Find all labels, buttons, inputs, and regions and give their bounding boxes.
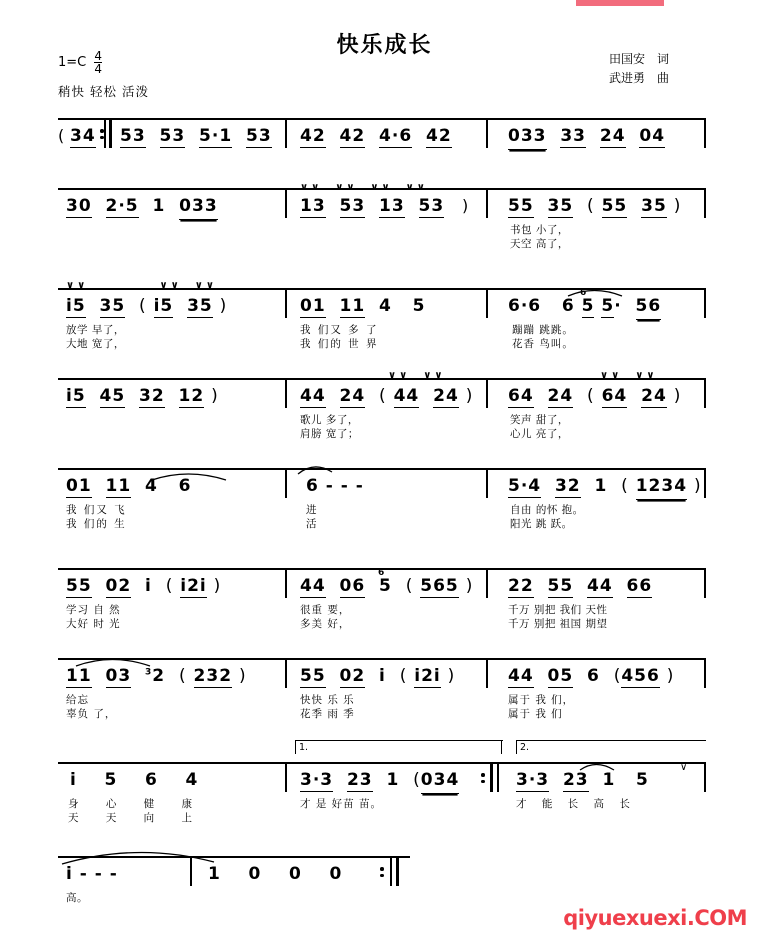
accent-marks: ∨∨ ∨∨ ∨∨ <box>66 280 217 291</box>
barline <box>704 290 706 318</box>
measure-8-notes: 01 11 4 5 <box>300 296 426 316</box>
lyrics-verse-2: 多美 好， <box>300 618 351 630</box>
watermark <box>563 906 747 930</box>
close-paren: ) <box>462 196 470 215</box>
barline <box>486 660 488 688</box>
measure-11-notes: 44 24 ( 44 24 ) <box>300 386 474 406</box>
measure-24-notes: 3·3 23 1 5 <box>516 770 649 790</box>
measure-6-notes: 55 35 ( 55 35 ) <box>508 196 682 216</box>
system-1-notes <box>0 118 769 152</box>
barline <box>486 570 488 598</box>
lyrics-verse-2: 活 <box>306 518 317 530</box>
repeat-dots <box>481 770 485 786</box>
lyrics-verse-1: 歌儿 多了， <box>300 414 359 426</box>
lyrics-verse-2: 心儿 亮了， <box>510 428 569 440</box>
measure-10-notes: i5 45 32 12 ) <box>66 386 219 406</box>
lyrics-verse-1: 快快 乐 乐 <box>300 694 355 706</box>
measure-18-notes: 22 55 44 66 <box>508 576 653 596</box>
system-5 <box>0 468 769 530</box>
lyrics-verse-2: 大好 时 光 <box>66 618 121 630</box>
measure-21-notes: 44 05 6 (456 ) <box>508 666 675 686</box>
slur <box>58 844 218 866</box>
system-4 <box>0 370 769 440</box>
lyrics-verse-2: 我 们的 生 <box>66 518 127 530</box>
repeat-barline <box>109 120 112 148</box>
barline <box>704 120 706 148</box>
barline <box>486 120 488 148</box>
barline <box>285 120 287 148</box>
key-signature <box>58 50 102 75</box>
lyrics-verse-2: 千万 别把 祖国 期望 <box>508 618 608 630</box>
credits <box>609 50 669 87</box>
lyrics-verse-1: 千万 别把 我们 天性 <box>508 604 608 616</box>
lyrics-verse-2: 花香 鸟叫。 <box>512 338 574 350</box>
lyrics-ending-1: 才 是 好苗 苗。 <box>300 798 383 810</box>
lyrics-verse-1: 给忘 <box>66 694 89 706</box>
repeat-dots <box>380 864 384 880</box>
measure-17-notes: 44 06 5 ( 565 ) <box>300 576 474 596</box>
lyrics-verse-1: 我 们又 多 了 <box>300 324 379 336</box>
measure-19-notes: 11 03 $^3$2 ( 232 ) <box>66 666 247 686</box>
barline <box>704 190 706 218</box>
barline <box>285 764 287 792</box>
breath-mark-icon: ∨ <box>680 762 689 773</box>
measure-13-notes: 01 11 4 6 <box>66 476 192 496</box>
composer-name: 武进勇 <box>608 70 645 85</box>
barline <box>497 764 499 792</box>
measure-1-notes: 53 53 5·1 53 <box>120 126 272 146</box>
lyrics-verse-2: 花季 雨 季 <box>300 708 355 720</box>
time-signature-denominator: 4 <box>94 62 103 76</box>
key-signature-text: 1=C <box>58 55 87 70</box>
lyricist-role: 词 <box>656 52 669 66</box>
slur <box>578 760 618 772</box>
barline <box>285 470 287 498</box>
barline <box>486 190 488 218</box>
lyrics-verse-1: 身 心 健 康 <box>68 798 205 810</box>
final-barline <box>396 858 399 886</box>
measure-4-notes: 30 2·5 1 033 <box>66 196 218 216</box>
measure-15-notes: 5·4 32 1 ( 1234 ) <box>508 476 702 496</box>
system-9-notes <box>0 856 769 904</box>
system-9 <box>0 856 769 904</box>
system-2 <box>0 182 769 250</box>
measure-5-notes: 13 53 13 53 <box>300 196 445 216</box>
accent-marks: ∨∨ ∨∨ <box>600 370 658 381</box>
tempo-marking: 稍快 轻松 活泼 <box>58 84 149 99</box>
measure-12-notes: 64 24 ( 64 24 ) <box>508 386 682 406</box>
page-title: 快乐成长 <box>336 33 433 58</box>
lyrics-verse-1: 进 <box>306 504 317 516</box>
barline <box>704 570 706 598</box>
barline <box>285 190 287 218</box>
measure-2-notes: 42 42 4·6 42 <box>300 126 452 146</box>
barline <box>486 380 488 408</box>
system-6-notes <box>0 568 769 630</box>
lyrics-verse-1: 放学 早了， <box>66 324 125 336</box>
system-8-notes <box>0 762 769 824</box>
system-8 <box>0 742 769 824</box>
accent-marks: ∨∨ ∨∨ <box>388 370 446 381</box>
composer-role: 曲 <box>656 70 669 85</box>
barline <box>704 470 706 498</box>
measure-14-notes: 6 - - - <box>306 476 364 496</box>
slur <box>150 468 230 482</box>
system-3 <box>0 280 769 350</box>
lyrics-verse-1: 很重 要， <box>300 604 351 616</box>
measure-20-notes: 55 02 i ( i2i ) <box>300 666 456 686</box>
volta-1-label: 1. <box>299 742 309 753</box>
system-3-notes <box>0 280 769 350</box>
grace-number: 6 <box>378 568 386 578</box>
barline <box>486 290 488 318</box>
pink-accent-bar <box>576 0 664 6</box>
measure-7-notes: i5 35 ( i5 35 ) <box>66 296 228 316</box>
lyrics-verse-2: 阳光 跳 跃。 <box>510 518 573 530</box>
slur <box>296 462 336 476</box>
lyrics-verse-2: 我 们的 世 界 <box>300 338 379 350</box>
slur <box>74 654 154 668</box>
lyrics-ending-2: 才 能 长 高 长 <box>516 798 636 810</box>
repeat-barline <box>490 764 493 792</box>
lyrics-verse-1: 学习 自 然 <box>66 604 121 616</box>
credit-composer <box>609 69 669 88</box>
system-1 <box>0 118 769 152</box>
lyrics-verse-1: 书包 小了， <box>510 224 569 236</box>
time-signature-numerator: 4 <box>94 49 103 63</box>
lyrics-final: 高。 <box>66 892 88 904</box>
barline <box>704 380 706 408</box>
lyricist-name: 田国安 <box>608 52 645 66</box>
lyrics-verse-1: 笑声 甜了， <box>510 414 569 426</box>
lyrics-verse-1: 蹦蹦 跳跳。 <box>512 324 574 336</box>
repeat-dots <box>100 126 104 142</box>
barline <box>390 858 392 886</box>
lyrics-verse-2: 天空 高了， <box>510 238 569 250</box>
top-bar <box>0 0 769 8</box>
lyrics-verse-2: 属于 我 们 <box>508 708 563 720</box>
triplet-number: 6 <box>580 288 588 298</box>
measure-pickup: 34 <box>70 126 96 146</box>
barline <box>285 660 287 688</box>
lyrics-verse-1: 自由 的怀 抱。 <box>510 504 584 516</box>
lyrics-verse-2: 天 天 向 上 <box>68 812 205 824</box>
measure-9-notes: 6·6 6 5 5· 56 <box>508 296 661 316</box>
measure-25-notes: i - - - <box>66 864 118 884</box>
slur <box>566 286 626 298</box>
measure-22-notes: i 5 6 4 <box>70 770 199 790</box>
lyrics-verse-2: 大地 宽了， <box>66 338 125 350</box>
barline <box>285 570 287 598</box>
lyrics-verse-2: 辜负 了， <box>66 708 117 720</box>
system-6 <box>0 568 769 630</box>
system-2-notes <box>0 182 769 250</box>
system-5-notes <box>0 468 769 530</box>
barline <box>486 470 488 498</box>
measure-23-notes: 3·3 23 1 (034 <box>300 770 459 790</box>
barline <box>104 120 106 148</box>
lyrics-verse-2: 肩膀 宽了； <box>300 428 359 440</box>
lyrics-verse-1: 属于 我 们， <box>508 694 575 706</box>
barline <box>285 290 287 318</box>
barline <box>704 764 706 792</box>
system-7-notes <box>0 658 769 720</box>
watermark-text: qiyuexuexi.COM <box>563 906 747 930</box>
barline <box>190 858 192 886</box>
lyrics-verse-1: 我 们又 飞 <box>66 504 127 516</box>
measure-26-notes: 1 0 0 0 <box>208 864 343 884</box>
credit-lyricist <box>609 50 669 69</box>
measure-16-notes: 55 02 i ( i2i ) <box>66 576 222 596</box>
barline <box>704 660 706 688</box>
barline <box>285 380 287 408</box>
volta-2-label: 2. <box>520 742 530 753</box>
time-signature <box>94 50 102 75</box>
open-paren: ( <box>58 126 66 145</box>
measure-3-notes: 033 33 24 04 <box>508 126 665 146</box>
system-4-notes <box>0 370 769 440</box>
accent-marks: ∨∨ ∨∨ ∨∨ ∨∨ <box>300 182 428 193</box>
system-7 <box>0 658 769 720</box>
